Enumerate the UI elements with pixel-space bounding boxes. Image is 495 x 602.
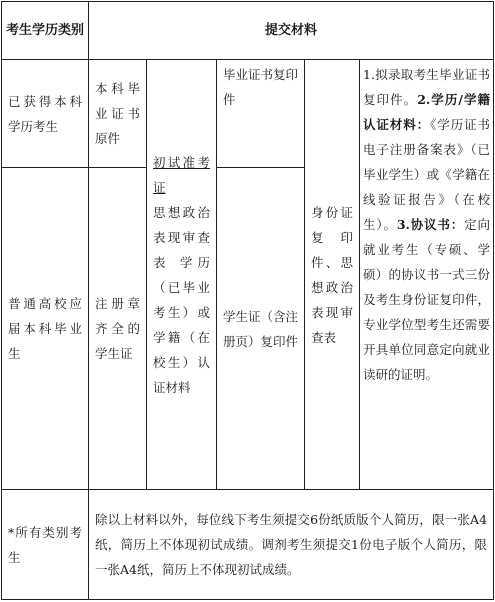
row-label-fresh-grad: 普通高校应届本科毕业生 xyxy=(2,168,89,490)
shared-materials-cell xyxy=(147,60,217,490)
diploma-copy-cell: 毕业证书复印件 xyxy=(217,60,305,168)
student-id-cell: 注册章齐全的学生证 xyxy=(89,168,147,490)
category-header: 考生学历类别 xyxy=(2,2,89,60)
political-form-text: 思想政治表现审查表 xyxy=(153,204,210,270)
note-item-2-body: 《学历证书电子注册备案表》（已毕业学生）或《学籍在线验证报告》（在校生）。 xyxy=(363,117,491,232)
row-label-all-categories: *所有类别考生 xyxy=(2,490,89,600)
materials-header: 提交材料 xyxy=(89,2,494,60)
materials-table xyxy=(1,1,494,600)
note-item-2-heading: 2.学历/学籍认证材料： xyxy=(363,92,491,132)
footer-note-cell: 除以上材料以外，每位线下考生须提交6份纸质版个人简历，限一张A4纸，简历上不体现初试成绩。调剂考生须提交1份电子版个人简历，限一张A4纸，简历上不体现初试成绩。 xyxy=(89,490,494,600)
notes-cell xyxy=(360,60,494,490)
admission-ticket-text: 初试准考证 xyxy=(153,154,210,195)
id-political-cell: 身份证复印件、思想政治表现审查表 xyxy=(305,60,360,490)
row-label-bachelor: 已获得本科学历考生 xyxy=(2,60,89,168)
note-item-3-heading: 3.协议书： xyxy=(396,217,465,232)
degree-status-text: 学历（已毕业考生）或学籍（在校生）认证材料 xyxy=(153,254,210,395)
note-item-1: 1.拟录取考生毕业证书复印件。 xyxy=(363,67,491,107)
note-item-3-body: 定向就业考生（专硕、学硕）的协议书一式三份及考生身份证复印件，专业学位型考生还需要开具单位同意定向就业读研的证明。 xyxy=(363,217,491,382)
bachelor-cert-cell: 本科毕业证书原件 xyxy=(89,60,147,168)
student-id-copy-cell: 学生证（含注册页）复印件 xyxy=(217,168,305,490)
